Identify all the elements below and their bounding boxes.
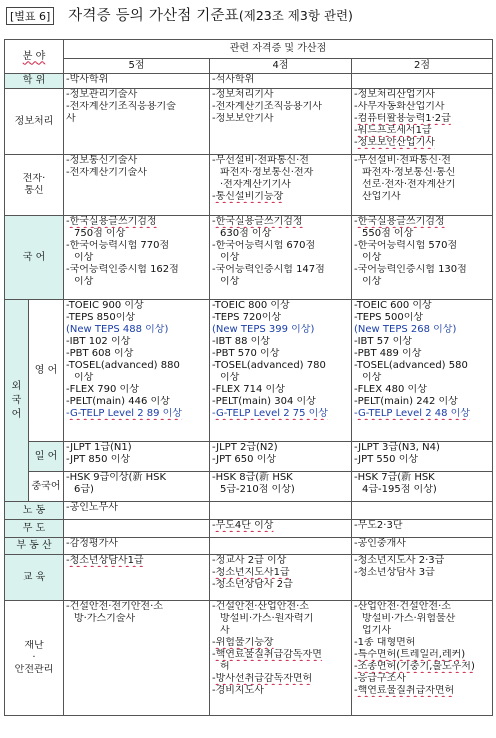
row-safety <box>5 601 493 716</box>
text-line: -통신설비기능장 <box>212 191 284 202</box>
text-line: (New TEPS 268 이상) <box>354 324 457 335</box>
category-korean: 국 어 <box>5 216 64 300</box>
row-info <box>5 89 493 155</box>
text-line: 6급) <box>74 484 94 495</box>
text-line: -G-TELP Level 2 89 이상 <box>66 408 182 419</box>
row-martial <box>5 520 493 538</box>
cell-realestate-2 <box>352 538 493 555</box>
text-line: 이상 <box>362 252 382 263</box>
row-korean <box>5 216 493 300</box>
text-line: 파전자·정보통신·통신 <box>362 167 456 178</box>
text-line: -청소년상담사 2급 <box>212 579 293 590</box>
text-line: -국어능력인증시험 147점 <box>212 264 325 275</box>
cell-labor-4 <box>210 502 352 520</box>
text-line: (New TEPS 488 이상) <box>66 324 169 335</box>
category-realestate: 부 동 산 <box>5 538 64 555</box>
text-line: -PBT 608 이상 <box>66 348 134 359</box>
text-line: -한국어능력시험 670점 <box>212 240 316 251</box>
text-line: -TOSEL(advanced) 780 <box>212 360 326 371</box>
text-line: -청소년지도사1급 <box>212 567 290 578</box>
col-4-points: 4점 <box>210 59 352 74</box>
text-line: -위험물기능장 <box>212 637 274 648</box>
text-line: -JLPT 3급(N3, N4) <box>354 442 440 453</box>
text-line: -TEPS 850이상 <box>66 312 136 323</box>
text-line: -공인중개사 <box>354 538 406 549</box>
group-header: 관련 자격증 및 가산점 <box>64 40 493 59</box>
text-line: -정보통신기술사 <box>66 155 138 166</box>
text-line: -FLEX 714 이상 <box>212 384 285 395</box>
cell-info-4 <box>210 89 352 155</box>
text-line: 이상 <box>362 372 382 383</box>
text-line: -TEPS 720이상 <box>212 312 282 323</box>
cell-elec-2 <box>352 155 493 216</box>
text-line: -무도4단 이상 <box>212 520 274 531</box>
cell-elec-5 <box>64 155 210 216</box>
cell-education-5 <box>64 555 210 601</box>
text-line: -조종면허(기중기,불도우저) <box>354 661 475 672</box>
cell-chinese-4 <box>210 472 352 502</box>
text-line: 이상 <box>362 276 382 287</box>
text-line: 이상 <box>220 372 240 383</box>
text-line: -무선설비·전파통신·전 <box>354 155 451 166</box>
text-line: -정보처리기사 <box>212 89 274 100</box>
text-line: -국어능력인증시험 130점 <box>354 264 467 275</box>
text-line: -IBT 57 이상 <box>354 336 412 347</box>
text-line: -무선설비·전파통신·전 <box>212 155 309 166</box>
cell-info-2 <box>352 89 493 155</box>
row-realestate <box>5 538 493 555</box>
text-line: 방·가스기술사 <box>74 613 136 624</box>
text-line: 사 <box>220 625 230 636</box>
cell-labor-2 <box>352 502 493 520</box>
text-line: 업기사 <box>362 625 391 636</box>
text-line: -한국어능력시험 570점 <box>354 240 458 251</box>
category-header: 분 야 <box>5 40 64 74</box>
text-line: -TEPS 500이상 <box>354 312 424 323</box>
category-labor: 노 동 <box>5 502 64 520</box>
text-line: -산업안전·건설안전·소 <box>354 601 451 612</box>
text-line: -TOSEL(advanced) 580 <box>354 360 468 371</box>
text-line: 550점 이상 <box>362 228 414 239</box>
page-subtitle: (제23조 제3항 관련) <box>238 8 353 23</box>
text-line: -박사학위 <box>66 74 109 85</box>
text-line: 이상 <box>220 252 240 263</box>
text-line: -청소년상담사 3급 <box>354 567 435 578</box>
text-line: -TOEIC 600 이상 <box>354 300 432 311</box>
cell-korean-5 <box>64 216 210 300</box>
text-line: 파전자·정보통신·전자 <box>220 167 314 178</box>
cell-martial-2 <box>352 520 493 538</box>
text-line: -JPT 850 이상 <box>66 454 131 465</box>
text-line: (New TEPS 399 이상) <box>212 324 315 335</box>
text-line: · <box>32 652 36 663</box>
text-line: -HSK 8급(新 HSK <box>212 472 293 483</box>
text-line: 750점 이상 <box>74 228 126 239</box>
text-line: -전자계산기조직응용기술 <box>66 101 176 112</box>
text-line: -건설안전·산업안전·소 <box>212 601 309 612</box>
text-line: -핵연료물질취급자면허 <box>354 685 455 696</box>
text-line: -PELT(main) 242 이상 <box>354 396 458 407</box>
header-row <box>5 40 493 59</box>
bonus-points-table <box>4 39 493 716</box>
cell-chinese-5 <box>64 472 210 502</box>
text-line: -PELT(main) 446 이상 <box>66 396 170 407</box>
text-line: -HSK 7급(新 HSK <box>354 472 435 483</box>
text-line: 선로·전자·전자계산기 <box>362 179 456 190</box>
text-line: -G-TELP Level 2 75 이상 <box>212 408 328 419</box>
text-line: -PBT 570 이상 <box>212 348 280 359</box>
cell-education-4 <box>210 555 352 601</box>
page-title: 자격증 등의 가산점 기준표 <box>68 8 239 24</box>
text-line: -1종 대형면허 <box>354 637 416 648</box>
text-line: 이상 <box>220 276 240 287</box>
category-info: 정보처리 <box>5 89 64 155</box>
text-line: -워드프로세서1급 <box>354 125 432 136</box>
text-line: -공인노무사 <box>66 502 118 513</box>
text-line: -TOEIC 800 이상 <box>212 300 290 311</box>
text-line: -컴퓨터활용능력1·2급 <box>354 113 451 124</box>
cell-education-2 <box>352 555 493 601</box>
text-line: 630점 이상 <box>220 228 272 239</box>
row-japanese <box>5 442 493 472</box>
text-line: -한국실용글쓰기검정 <box>212 216 303 227</box>
text-line: 4급-195점 이상) <box>362 484 437 495</box>
text-line: -건설안전·전기안전·소 <box>66 601 163 612</box>
text-line: 사 <box>66 113 76 124</box>
category-elec <box>5 155 64 216</box>
cell-realestate-4 <box>210 538 352 555</box>
text-line: -청소년지도사 2·3급 <box>354 555 445 566</box>
cell-elec-4 <box>210 155 352 216</box>
text-line: -FLEX 790 이상 <box>66 384 139 395</box>
row-elec <box>5 155 493 216</box>
text-line: -한국실용글쓰기검정 <box>66 216 157 227</box>
header <box>6 4 353 25</box>
col-2-points: 2점 <box>352 59 493 74</box>
text-line: -전자계산기조직응용기사 <box>212 101 322 112</box>
text-line: 방설비·가스·원자력기 <box>220 613 314 624</box>
text-line: -PBT 489 이상 <box>354 348 422 359</box>
col-5-points: 5점 <box>64 59 210 74</box>
text-line: -정교사 2급 이상 <box>212 555 287 566</box>
cell-safety-2 <box>352 601 493 716</box>
category-martial: 무 도 <box>5 520 64 538</box>
row-english <box>5 300 493 442</box>
cell-degree-4 <box>210 74 352 89</box>
text-line: -PELT(main) 304 이상 <box>212 396 316 407</box>
text-line: 전자· <box>22 173 46 184</box>
category-chinese: 중국어 <box>29 472 64 502</box>
category-foreign: 외국어 <box>5 300 29 502</box>
text-line: -IBT 88 이상 <box>212 336 270 347</box>
text-line: -한국어능력시험 770점 <box>66 240 170 251</box>
cell-safety-4 <box>210 601 352 716</box>
text-line: -정보처리산업기사 <box>354 89 435 100</box>
cell-english-4 <box>210 300 352 442</box>
text-line: -무도2·3단 <box>354 520 403 531</box>
cell-labor-5 <box>64 502 210 520</box>
row-labor <box>5 502 493 520</box>
text-line: -JPT 650 이상 <box>212 454 277 465</box>
text-line: -응급구조사 <box>354 673 406 684</box>
cell-japanese-2 <box>352 442 493 472</box>
cell-chinese-2 <box>352 472 493 502</box>
text-line: -TOSEL(advanced) 880 <box>66 360 180 371</box>
cell-martial-5 <box>64 520 210 538</box>
text-line: -청소년상담사1급 <box>66 555 144 566</box>
text-line: 이상 <box>74 276 94 287</box>
appendix-label: [별표 6] <box>6 7 54 25</box>
text-line: 허 <box>220 661 230 672</box>
cell-english-2 <box>352 300 493 442</box>
cell-korean-2 <box>352 216 493 300</box>
row-education <box>5 555 493 601</box>
text-line: -TOEIC 900 이상 <box>66 300 144 311</box>
cell-martial-4 <box>210 520 352 538</box>
text-line: 이상 <box>74 252 94 263</box>
text-line: -정보보안산업기사 <box>354 137 435 148</box>
category-safety <box>5 601 64 716</box>
category-degree: 학 위 <box>5 74 64 89</box>
cell-degree-5 <box>64 74 210 89</box>
text-line: 5급-210점 이상) <box>220 484 295 495</box>
cell-safety-5 <box>64 601 210 716</box>
text-line: 이상 <box>74 372 94 383</box>
text-line: -국어능력인증시험 162점 <box>66 264 179 275</box>
text-line: -JLPT 1급(N1) <box>66 442 132 453</box>
text-line: -정보보안기사 <box>212 113 274 124</box>
cell-degree-2 <box>352 74 493 89</box>
category-english: 영 어 <box>29 300 64 442</box>
cell-english-5 <box>64 300 210 442</box>
cell-realestate-5 <box>64 538 210 555</box>
cell-korean-4 <box>210 216 352 300</box>
text-line: -사무자동화산업기사 <box>354 101 445 112</box>
text-line: -IBT 102 이상 <box>66 336 131 347</box>
text-line: ·전자계산기기사 <box>220 179 291 190</box>
text-line: -FLEX 480 이상 <box>354 384 427 395</box>
text-line: -JLPT 2급(N2) <box>212 442 278 453</box>
text-line: 재난 <box>24 640 44 651</box>
cell-info-5 <box>64 89 210 155</box>
text-line: -방사선취급감독자면허 <box>212 673 313 684</box>
category-japanese: 일 어 <box>29 442 64 472</box>
row-degree <box>5 74 493 89</box>
text-line: -감정평가사 <box>66 538 118 549</box>
cell-japanese-5 <box>64 442 210 472</box>
category-education: 교 육 <box>5 555 64 601</box>
points-header-row <box>5 59 493 74</box>
text-line: -경비지도사 <box>212 685 264 696</box>
text-line: -정보관리기술사 <box>66 89 138 100</box>
text-line: -JPT 550 이상 <box>354 454 419 465</box>
cell-japanese-4 <box>210 442 352 472</box>
text-line: -석사학위 <box>212 74 255 85</box>
text-line: 통신 <box>24 185 44 196</box>
row-chinese <box>5 472 493 502</box>
text-line: -핵연료물질취급감독자면 <box>212 649 322 660</box>
text-line: -특수면허(트레일러,레커) <box>354 649 466 660</box>
text-line: -G-TELP Level 2 48 이상 <box>354 408 470 419</box>
text-line: 산업기사 <box>362 191 401 202</box>
text-line: -한국실용글쓰기검정 <box>354 216 445 227</box>
text-line: 방설비·가스·위험물산 <box>362 613 456 624</box>
text-line: 안전관리 <box>14 664 54 675</box>
text-line: -전자계산기기술사 <box>66 167 147 178</box>
text-line: -HSK 9급이상(新 HSK <box>66 472 167 483</box>
